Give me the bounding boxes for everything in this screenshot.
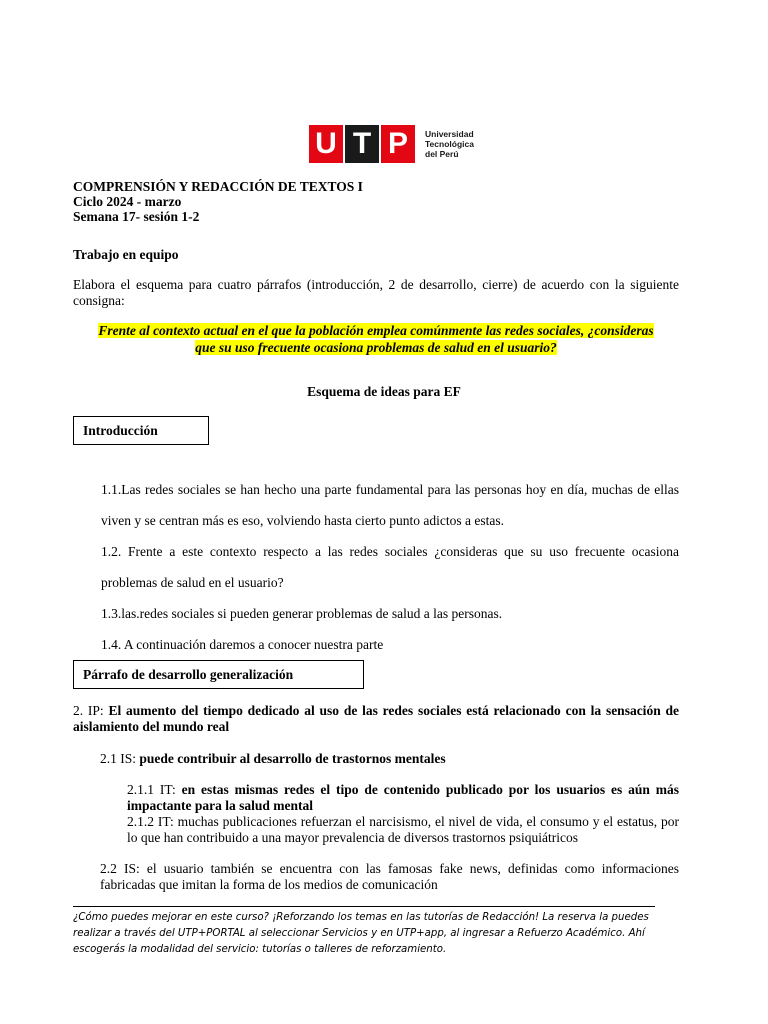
development-heading-box — [73, 660, 364, 689]
utp-logo — [309, 125, 474, 163]
logo-wordmark — [425, 129, 474, 159]
prompt-line-2: que su uso frecuente ocasiona problemas de salud en el usuario? — [195, 340, 557, 355]
list-item: 1.4. A continuación daremos a conocer nuestra parte — [101, 637, 384, 652]
secondary-idea-1 — [100, 751, 679, 767]
course-week: Semana 17- sesión 1-2 — [73, 209, 200, 224]
tertiary-idea-2: 2.1.2 IT: muchas publicaciones refuerzan el narcisismo, el nivel de vida, el consumo y el estatus, por lo que han contribuido a una mayor prevalencia de diversos trastornos psiquiátricos — [127, 814, 679, 845]
introduction-heading: Introducción — [83, 422, 158, 438]
list-item: 1.2. Frente a este contexto respecto a las redes sociales ¿consideras que su uso frecuente ocasiona problemas de salud en el usuario? — [101, 544, 679, 590]
course-header — [73, 179, 363, 224]
list-item: 1.1.Las redes sociales se han hecho una parte fundamental para las personas hoy en día, muchas de ellas viven y se centran más es eso, volviendo hasta cierto punto adictos a estas. — [101, 482, 679, 528]
prompt-line-1: Frente al contexto actual en el que la población emplea comúnmente las redes sociales, ¿consideras — [98, 323, 654, 338]
logo-letter-p: P — [381, 125, 415, 163]
instruction-text: Elabora el esquema para cuatro párrafos (introducción, 2 de desarrollo, cierre) de acuerdo con la siguiente consigna: — [73, 277, 679, 308]
development-outline — [73, 703, 679, 893]
secondary-idea-1-text: puede contribuir al desarrollo de trastornos mentales — [139, 751, 446, 766]
logo-line-3: del Perú — [425, 149, 459, 159]
logo-letter-t: T — [345, 125, 379, 163]
tertiary-idea-1-text: en estas mismas redes el tipo de contenido publicado por los usuarios es aún más impactante para la salud mental — [127, 782, 679, 813]
logo-line-1: Universidad — [425, 129, 474, 139]
footer-note: ¿Cómo puedes mejorar en este curso? ¡Reforzando los temas en las tutorías de Redacción! La reserva la puedes realizar a través del UTP+PORTAL al seleccionar Servicios y en UTP+app, al ingresar a Refuerzo Académico. Ahí escogerás la modalidad del servicio: tutorías o talleres de reforzamiento. — [73, 912, 649, 955]
secondary-idea-2: 2.2 IS: el usuario también se encuentra con las famosas fake news, definidas como informaciones fabricadas que imitan la forma de los medios de comunicación — [100, 861, 679, 892]
list-item: 1.3.las.redes sociales si pueden generar problemas de salud a las personas. — [101, 606, 503, 621]
schema-title: Esquema de ideas para EF — [307, 384, 461, 399]
course-title: COMPRENSIÓN Y REDACCIÓN DE TEXTOS I — [73, 179, 363, 194]
development-heading: Párrafo de desarrollo generalización — [83, 666, 294, 682]
prompt-question — [73, 322, 679, 356]
introduction-list — [101, 474, 679, 660]
logo-letter-u: U — [309, 125, 343, 163]
tertiary-idea-1-label: 2.1.1 IT: — [127, 782, 182, 797]
logo-line-2: Tecnológica — [425, 139, 474, 149]
secondary-idea-1-label: 2.1 IS: — [100, 751, 140, 766]
footer-divider — [73, 906, 655, 907]
course-cycle: Ciclo 2024 - marzo — [73, 194, 182, 209]
introduction-heading-box — [73, 416, 209, 445]
main-idea-text: El aumento del tiempo dedicado al uso de las redes sociales está relacionado con la sensación de aislamiento del mundo real — [73, 703, 679, 734]
team-label: Trabajo en equipo — [73, 247, 179, 262]
tertiary-idea-1 — [127, 782, 679, 814]
main-idea-label: 2. IP: — [73, 703, 109, 718]
main-idea — [73, 703, 679, 735]
